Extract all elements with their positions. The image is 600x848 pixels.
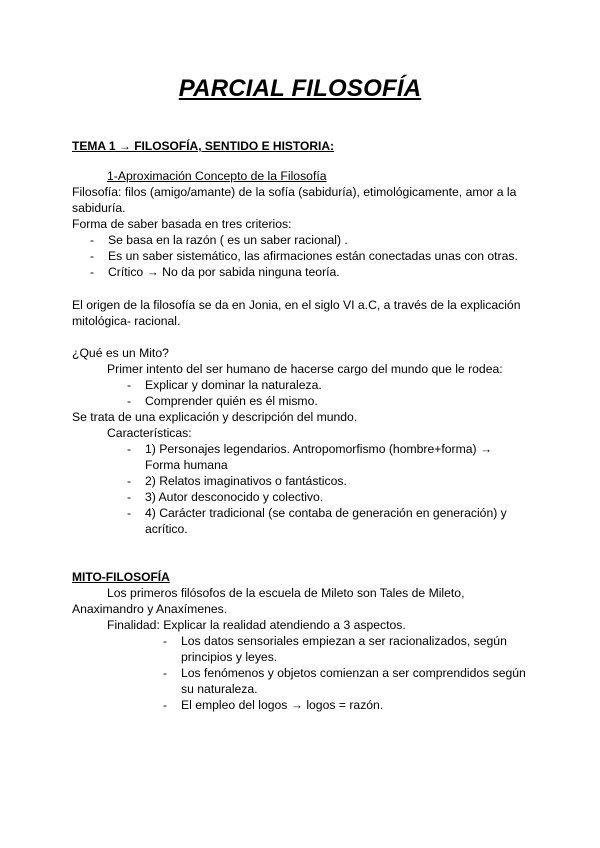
list-item-continuation: su naturaleza. [181,682,258,696]
definition-line: Filosofía: filos (amigo/amante) de la sofía (sabiduría), etimológicamente, amor a la [72,185,517,199]
list-item: El empleo del logos → logos = razón. [181,698,384,712]
mito-filosofia-paragraph: Anaximandro y Anaxímenes. [72,602,228,616]
mito-definition: Se trata de una explicación y descripción del mundo. [72,410,358,424]
list-item: Comprender quién es él mismo. [145,394,318,408]
list-item: Es un saber sistemático, las afirmaciones están conectadas unas con otras. [108,249,518,263]
list-item-continuation: principios y leyes. [181,650,278,664]
subheading-concepto: 1-Aproximación Concepto de la Filosofía [107,169,327,183]
list-bullet: - [127,394,132,408]
features-label: Características: [107,426,192,440]
mito-filosofia-paragraph: Los primeros filósofos de la escuela de Mileto son Tales de Mileto, [107,586,465,600]
list-item: 1) Personajes legendarios. Antropomorfismo (hombre+forma) → [145,442,493,456]
list-item: 2) Relatos imaginativos o fantásticos. [145,474,347,488]
list-item: 3) Autor desconocido y colectivo. [145,490,324,504]
list-item: Explicar y dominar la naturaleza. [145,378,322,392]
question-mito: ¿Qué es un Mito? [72,346,169,360]
list-bullet: - [90,249,95,263]
list-bullet: - [163,698,168,712]
origin-paragraph: El origen de la filosofía se da en Jonia, en el siglo VI a.C, a través de la explicación [72,298,521,312]
list-item: Crítico → No da por sabida ninguna teoría. [108,265,340,279]
list-item-continuation: Forma humana [145,458,228,472]
origin-paragraph: mitológica- racional. [72,314,181,328]
list-bullet: - [90,233,95,247]
list-bullet: - [127,474,132,488]
list-item: Los fenómenos y objetos comienzan a ser comprendidos según [181,666,526,680]
section-heading-mito-filosofia: MITO-FILOSOFÍA [72,570,170,584]
list-item: Se basa en la razón ( es un saber racional) . [108,233,348,247]
section-heading-tema1: TEMA 1 → FILOSOFÍA, SENTIDO E HISTORIA: [72,139,335,153]
criteria-intro: Forma de saber basada en tres criterios: [72,217,292,231]
list-bullet: - [127,442,132,456]
list-bullet: - [90,265,95,279]
list-bullet: - [127,378,132,392]
list-item-continuation: acrítico. [145,522,188,536]
list-bullet: - [127,506,132,520]
page-title: PARCIAL FILOSOFÍA [178,75,422,102]
finalidad-line: Finalidad: Explicar la realidad atendiendo a 3 aspectos. [107,618,406,632]
list-bullet: - [127,490,132,504]
definition-line: sabiduría. [72,201,126,215]
mito-intent: Primer intento del ser humano de hacerse cargo del mundo que le rodea: [107,362,503,376]
list-bullet: - [163,666,168,680]
list-bullet: - [163,634,168,648]
list-item: Los datos sensoriales empiezan a ser racionalizados, según [181,634,507,648]
list-item: 4) Carácter tradicional (se contaba de generación en generación) y [145,506,507,520]
